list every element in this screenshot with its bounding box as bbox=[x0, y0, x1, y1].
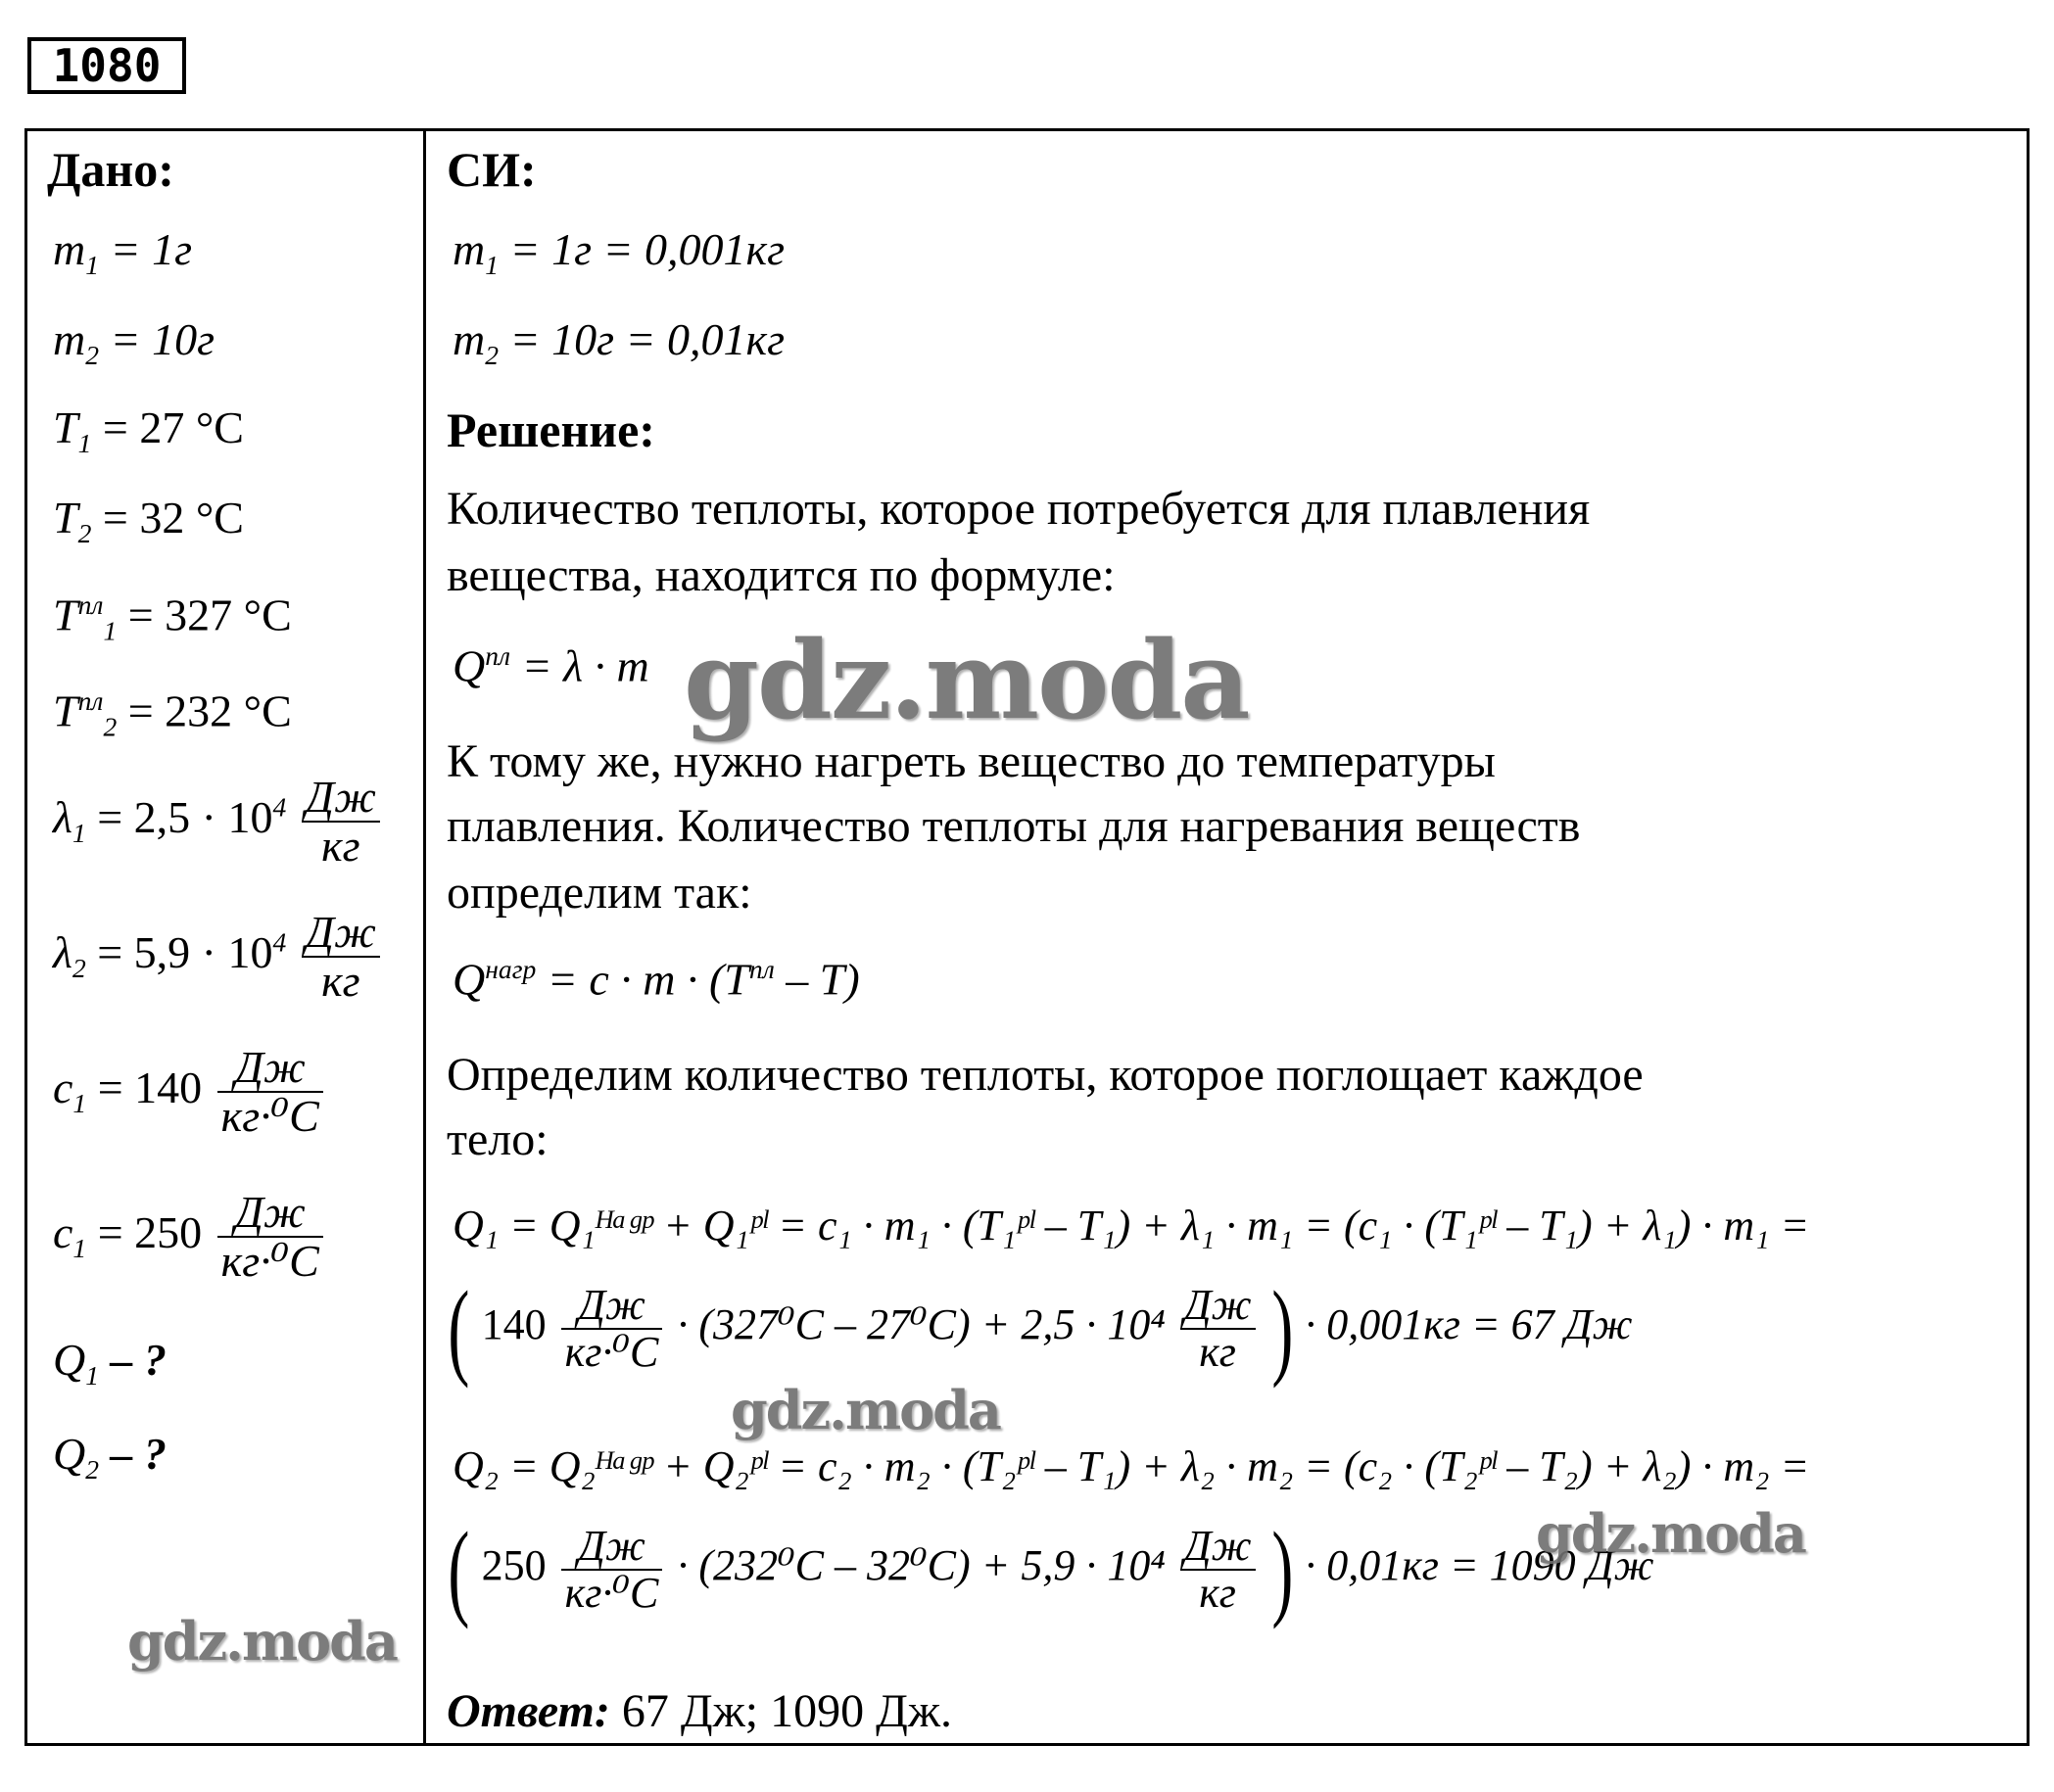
task-number: 1080 bbox=[27, 37, 186, 94]
watermark-left: gdz.moda bbox=[127, 1610, 397, 1673]
given-m1: $m_1 = 1г$ bbox=[53, 224, 193, 281]
si-heading: СИ: bbox=[447, 142, 537, 197]
q1-calculation: ( 140 $\frac{Дж}{\text{кг·⁰C}}$ · (327⁰C – 27⁰C) + 2,5 · 10⁴ $\frac{Дж}{кг}$ ) · 0,001кг = 67 Дж bbox=[448, 1269, 1633, 1389]
solution-text-2b: плавления. Количество теплоты для нагревания веществ bbox=[447, 800, 1581, 852]
formula-melting: $Q^{пл} = \lambda \cdot m$ bbox=[453, 640, 649, 691]
given-t2: $T_2 = 32$ °C bbox=[53, 493, 244, 549]
q2-calculation: ( 250 $\frac{Дж}{\text{кг·⁰C}}$ · (232⁰C – 32⁰C) + 5,9 · 10⁴ $\frac{Дж}{кг}$ ) · 0,01кг = 1090 Дж bbox=[448, 1510, 1654, 1629]
given-heading: Дано: bbox=[47, 142, 174, 197]
solution-text-2c: определим так: bbox=[447, 867, 752, 919]
given-t1: $T_1 = 27$ °C bbox=[53, 402, 244, 459]
solution-text-3b: тело: bbox=[447, 1113, 549, 1165]
given-melting-t1: $T^{пл}_1 = 327$ °C bbox=[53, 589, 292, 646]
given-c1: $c_1 = 140$ $\frac{Дж}{\text{кг·⁰C}}$ bbox=[53, 1044, 327, 1141]
given-q2-unknown: $Q_2$ – ? bbox=[53, 1429, 167, 1485]
given-c2: $c_1 = 250$ $\frac{Дж}{\text{кг·⁰C}}$ bbox=[53, 1189, 327, 1286]
given-melting-t2: $T^{пл}_2 = 232$ °C bbox=[53, 685, 292, 742]
given-lambda2: $\lambda_2 = 5,9 \cdot 10^4$ $\frac{Дж}{кг}$ bbox=[53, 909, 384, 1006]
solution-text-3a: Определим количество теплоты, которое поглощает каждое bbox=[447, 1049, 1644, 1101]
solution-text-1b: вещества, находится по формуле: bbox=[447, 549, 1116, 601]
q2-expression: Q₂ = Q₂ᴴᵃᵍᵖ + Q₂ᵖˡ = c₂ · m₂ · (T₂ᵖˡ – T₁) + λ₂ · m₂ = (c₂ · (T₂ᵖˡ – T₂) + λ₂) · m₂ = bbox=[453, 1442, 1810, 1490]
given-lambda1: $\lambda_1 = 2,5 \cdot 10^4$ $\frac{Дж}{кг}$ bbox=[53, 774, 384, 871]
solution-text-2a: К тому же, нужно нагреть вещество до температуры bbox=[447, 735, 1496, 787]
answer: Ответ: 67 Дж; 1090 Дж. bbox=[447, 1685, 953, 1737]
solution-text-1a: Количество теплоты, которое потребуется для плавления bbox=[447, 483, 1591, 535]
watermark-main: gdz.moda bbox=[684, 617, 1249, 743]
watermark-middle: gdz.moda bbox=[731, 1379, 1000, 1441]
formula-heating: $Q^{нагр} = c \cdot m \cdot (T^{пл} - T)$ bbox=[453, 954, 860, 1005]
solution-heading: Решение: bbox=[447, 402, 655, 457]
q1-expression: Q₁ = Q₁ᴴᵃᵍᵖ + Q₁ᵖˡ = c₁ · m₁ · (T₁ᵖˡ – T₁) + λ₁ · m₁ = (c₁ · (T₁ᵖˡ – T₁) + λ₁) · m₁ = bbox=[453, 1202, 1810, 1250]
si-m1: $m_1 = 1г = 0,001кг$ bbox=[453, 224, 786, 281]
si-m2: $m_2 = 10г = 0,01кг$ bbox=[453, 314, 786, 371]
watermark-right: gdz.moda bbox=[1536, 1502, 1805, 1565]
given-m2: $m_2 = 10г$ bbox=[53, 314, 215, 371]
column-divider bbox=[423, 128, 426, 1746]
given-q1-unknown: $Q_1$ – ? bbox=[53, 1335, 167, 1391]
